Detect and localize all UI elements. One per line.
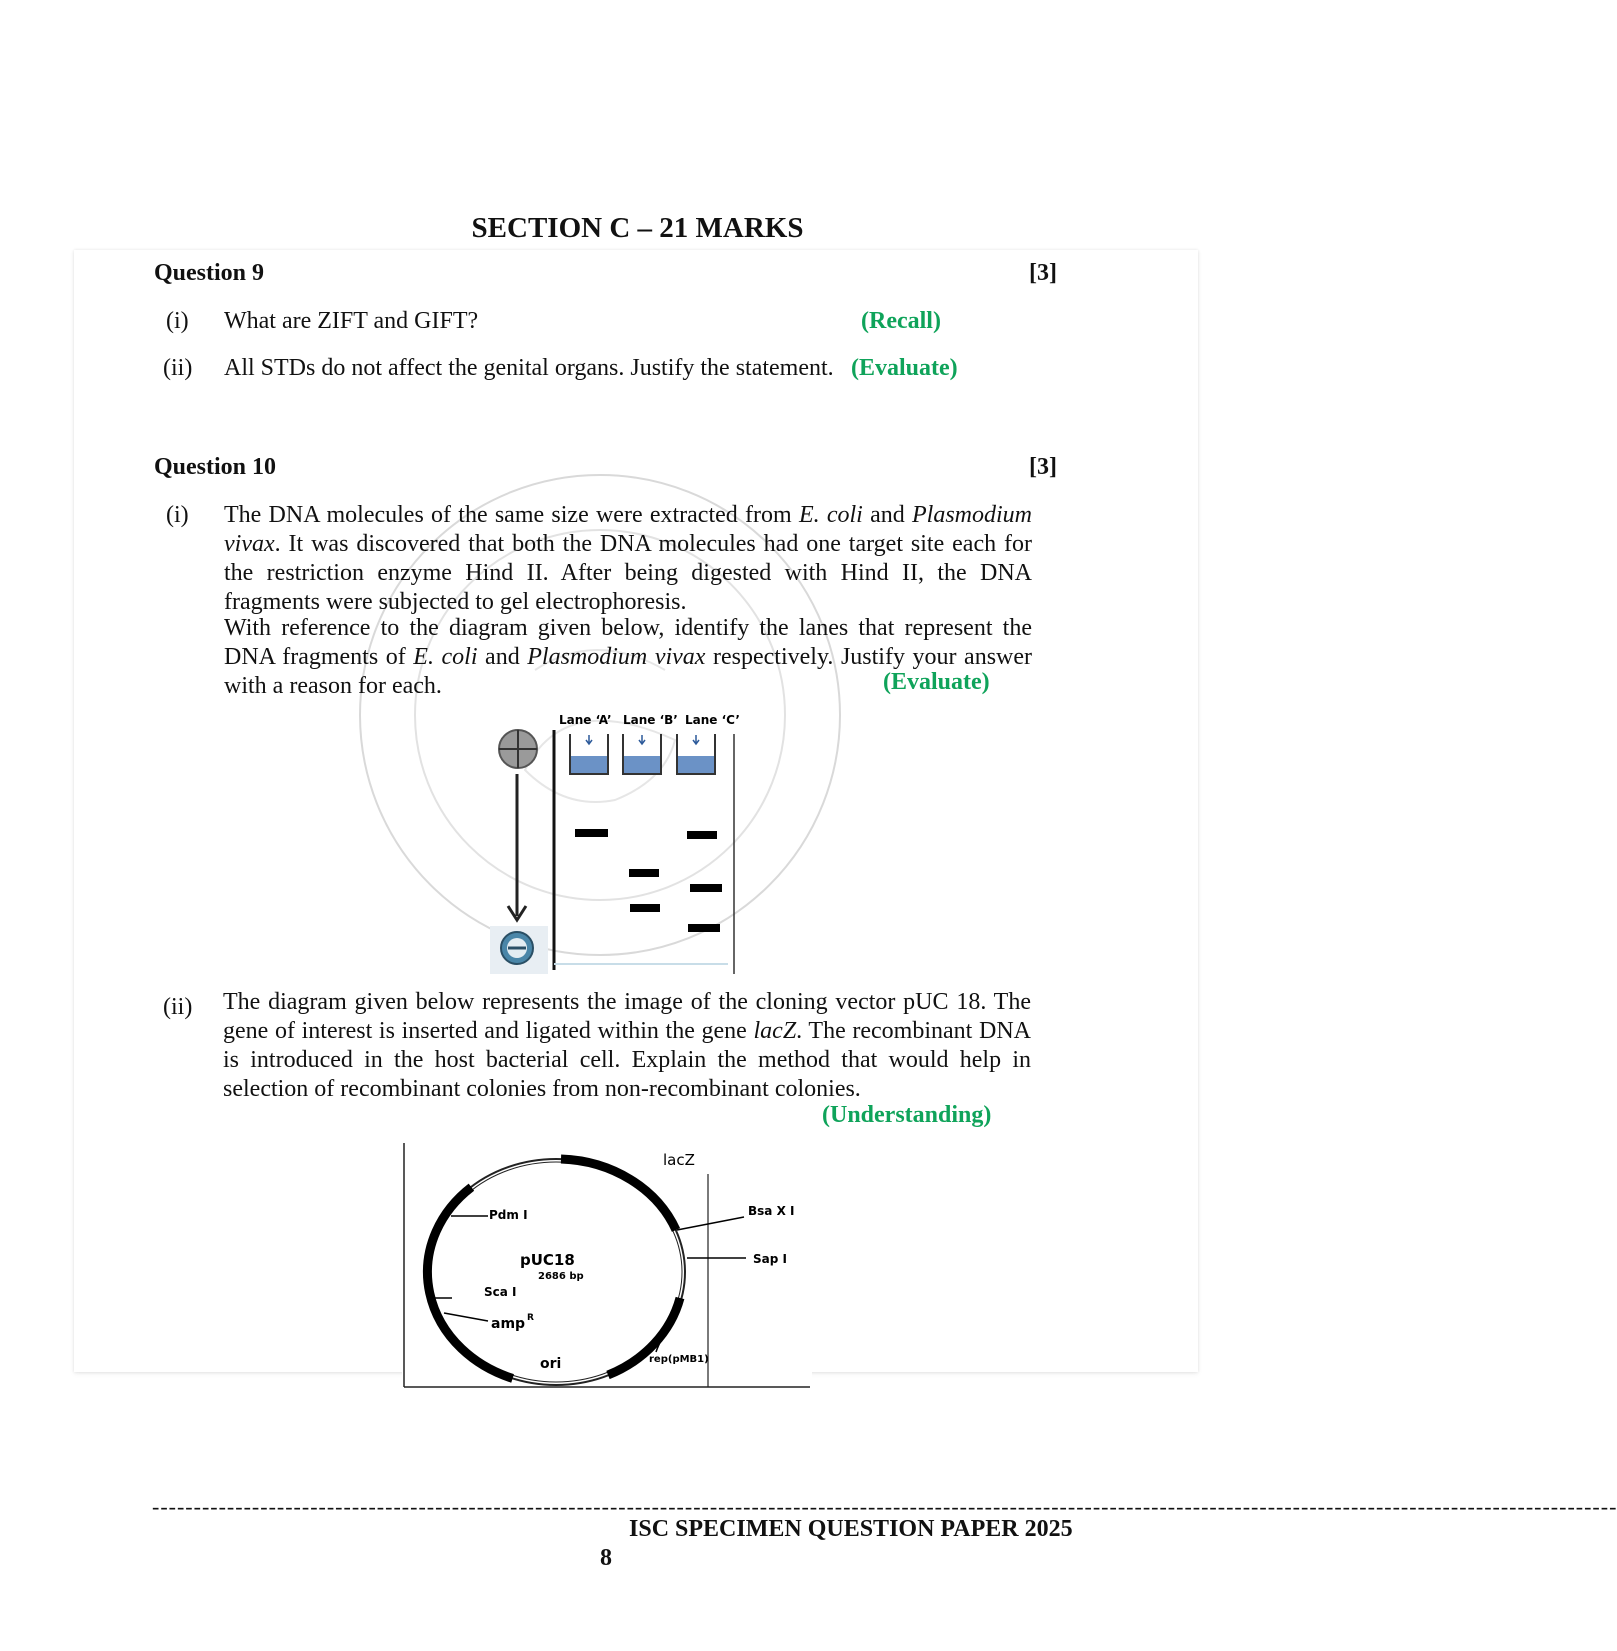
q10-part-1-number: (i) xyxy=(166,502,189,528)
q10-part-2-number: (ii) xyxy=(163,994,193,1020)
lane-b-band-2 xyxy=(630,904,660,912)
lane-b-well xyxy=(623,734,661,774)
q9-part-1-number: (i) xyxy=(166,308,189,334)
plus-circle-icon xyxy=(499,730,537,768)
section-title: SECTION C – 21 MARKS xyxy=(471,212,804,244)
gel-electrophoresis-diagram xyxy=(490,708,740,974)
bsax-label: Bsa X I xyxy=(748,1204,795,1218)
lane-a-label: Lane ‘A’ xyxy=(559,713,612,727)
plasmid-name: pUC18 xyxy=(520,1251,575,1269)
footer-title: ISC SPECIMEN QUESTION PAPER 2025 xyxy=(629,1516,1073,1542)
puc18-plasmid-map xyxy=(402,1140,812,1390)
lane-c-well xyxy=(677,734,715,774)
question-10-marks: [3] xyxy=(1029,454,1057,480)
q10-part-2-paragraph: The diagram given below represents the image of the cloning vector pUC 18. The gene of interest is inserted and ligated within the gene lacZ. The recombinant DNA is introduced in the host bacterial cell. Explain the method that would help in selection of recombinant colonies from non-recombinant colonies. xyxy=(223,989,1031,1102)
lane-c-band-3 xyxy=(688,924,720,932)
lacz-label: lacZ xyxy=(663,1151,695,1169)
pdm-label: Pdm I xyxy=(489,1208,528,1222)
sap-label: Sap I xyxy=(753,1252,787,1266)
q10-part-1-paragraph-2: With reference to the diagram given below, identify the lanes that represent the DNA fragments of E. coli and Plasmodium vivax respectively. Justify your answer with a reason for each. xyxy=(224,615,1033,699)
question-9-title: Question 9 xyxy=(154,260,265,286)
rep-label: rep(pMB1) xyxy=(649,1354,709,1365)
q9-part-2-number: (ii) xyxy=(163,355,193,381)
plasmid-size: 2686 bp xyxy=(538,1271,584,1282)
lane-c-band-1 xyxy=(687,831,717,839)
q9-part-2-tag: (Evaluate) xyxy=(851,355,958,381)
question-9-marks: [3] xyxy=(1029,260,1057,286)
ori-label: ori xyxy=(540,1356,562,1372)
q10-part-1-paragraph-1: The DNA molecules of the same size were extracted from E. coli and Plasmodium vivax. It was discovered that both the DNA molecules had one target site each for the restriction enzyme Hind II. After being digested with Hind II, the DNA fragments were subjected to gel electrophoresis. xyxy=(224,502,1032,615)
q10-part-1-tag: (Evaluate) xyxy=(883,669,990,695)
lane-c-band-2 xyxy=(690,884,722,892)
lane-b-label: Lane ‘B’ xyxy=(623,713,678,727)
lane-a-well xyxy=(570,734,608,774)
sca-label: Sca I xyxy=(484,1285,517,1299)
lane-b-band-1 xyxy=(629,869,659,877)
footer-dashed-rule: -------------------------------------------------------------------------------------------------------------------------------------------------------------------------------- xyxy=(152,1494,1617,1519)
q9-part-1-text: What are ZIFT and GIFT? xyxy=(224,308,479,334)
down-arrow-icon xyxy=(508,774,526,920)
q10-part-2-tag: (Understanding) xyxy=(822,1102,992,1128)
q9-part-1-tag: (Recall) xyxy=(861,308,941,334)
minus-circle-icon xyxy=(501,932,533,964)
lane-a-band xyxy=(575,829,608,837)
question-10-title: Question 10 xyxy=(154,454,277,480)
lane-c-label: Lane ‘C’ xyxy=(685,713,740,727)
amp-superscript: R xyxy=(527,1313,534,1323)
amp-label: amp xyxy=(491,1316,526,1332)
page-number: 8 xyxy=(600,1545,612,1571)
q9-part-2-text: All STDs do not affect the genital organs. Justify the statement. xyxy=(224,355,834,381)
